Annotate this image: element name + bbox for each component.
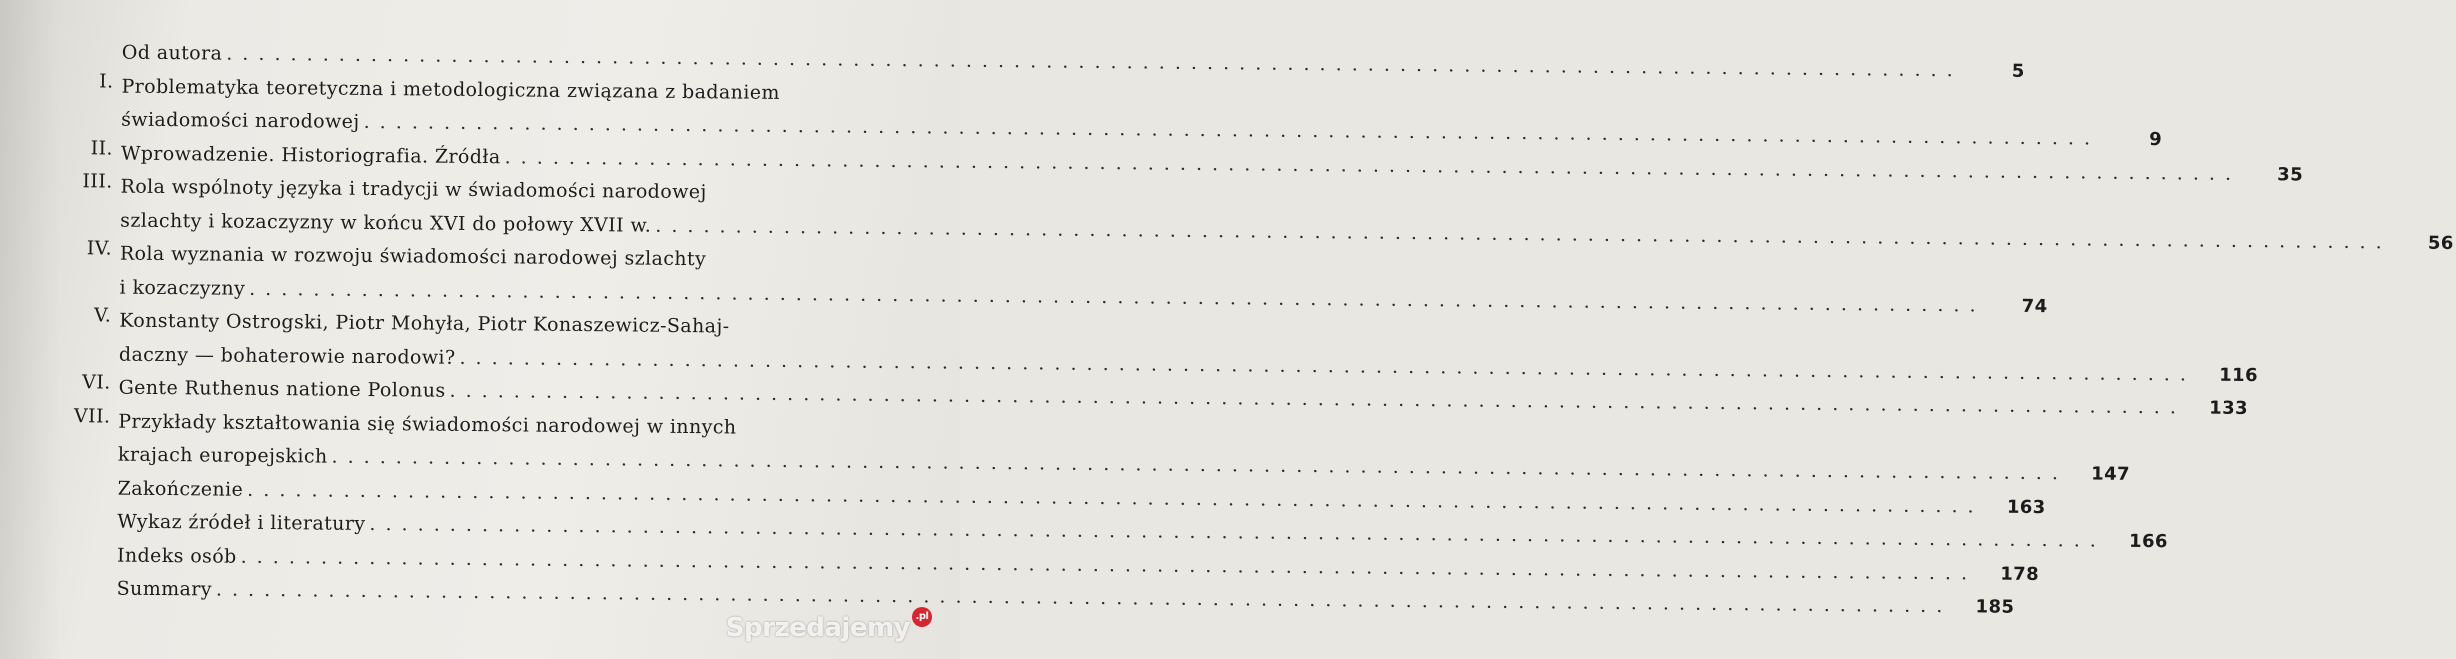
chapter-title-line-2: daczny — bohaterowie narodowi? [118, 343, 456, 369]
chapter-title: Od autora [121, 41, 223, 65]
chapter-number: VII. [73, 404, 111, 428]
page-number: 5 [2011, 60, 2025, 82]
page-number: 74 [2021, 295, 2048, 317]
chapter-title: Gente Ruthenus natione Polonus [118, 376, 446, 402]
page-number: 56 [2427, 232, 2454, 254]
toc-entry-chapter-7 [56, 404, 2131, 485]
chapter-title-line-2: krajach europejskich [117, 443, 328, 468]
chapter-number: IV. [86, 237, 113, 260]
page-gutter-shadow [0, 0, 60, 659]
watermark-badge: .pl [912, 607, 932, 627]
chapter-title: Summary [116, 577, 213, 601]
page-number: 185 [1975, 596, 2015, 618]
page-number: 9 [2149, 129, 2163, 151]
chapter-title-line-1: Przykłady kształtowania się świadomości narodowej w innych [118, 410, 737, 439]
chapter-number [55, 505, 117, 539]
chapter-number [55, 538, 117, 572]
chapter-number: V. [93, 304, 112, 327]
chapter-number [55, 471, 117, 505]
page-number: 116 [2219, 364, 2259, 386]
chapter-title: Zakończenie [117, 477, 244, 501]
chapter-title-line-1: Rola wyznania w rozwoju świadomości narodowej szlachty [119, 242, 707, 271]
chapter-number [60, 36, 122, 70]
page-number: 133 [2209, 397, 2249, 420]
watermark-text: Sprzedajemy [725, 613, 910, 643]
chapter-number: VI. [82, 371, 111, 394]
chapter-title-line-2: świadomości narodowej [121, 108, 360, 133]
chapter-number [55, 572, 117, 606]
chapter-title: Wykaz źródeł i literatury [117, 510, 366, 535]
page-number: 147 [2091, 463, 2131, 485]
watermark-logo [726, 613, 932, 643]
chapter-number: I. [99, 69, 114, 93]
chapter-number: III. [82, 170, 113, 193]
chapter-title-line-1: Problematyka teoretyczna i metodologiczna związana z badaniem [121, 75, 780, 104]
chapter-title-line-1: Rola wspólnoty języka i tradycji w świadomości narodowej [120, 175, 707, 204]
chapter-number: II. [90, 136, 114, 160]
page-number: 163 [2006, 496, 2046, 518]
chapter-title-line-2: i kozaczyzny [119, 276, 246, 300]
toc-entry-chapter-4 [57, 237, 2048, 317]
page-number: 35 [2277, 163, 2304, 186]
page-number: 178 [2000, 563, 2040, 585]
page-number: 166 [2129, 530, 2168, 553]
chapter-title: Indeks osób [116, 544, 237, 568]
chapter-title-line-2: szlachty i kozaczyzny w końcu XVI do połowy XVII w. [120, 209, 652, 237]
chapter-title-line-1: Konstanty Ostrogski, Piotr Mohyła, Piotr Konaszewicz-Sahaj- [119, 309, 730, 338]
chapter-title: Wprowadzenie. Historiografia. Źródła [120, 142, 501, 168]
